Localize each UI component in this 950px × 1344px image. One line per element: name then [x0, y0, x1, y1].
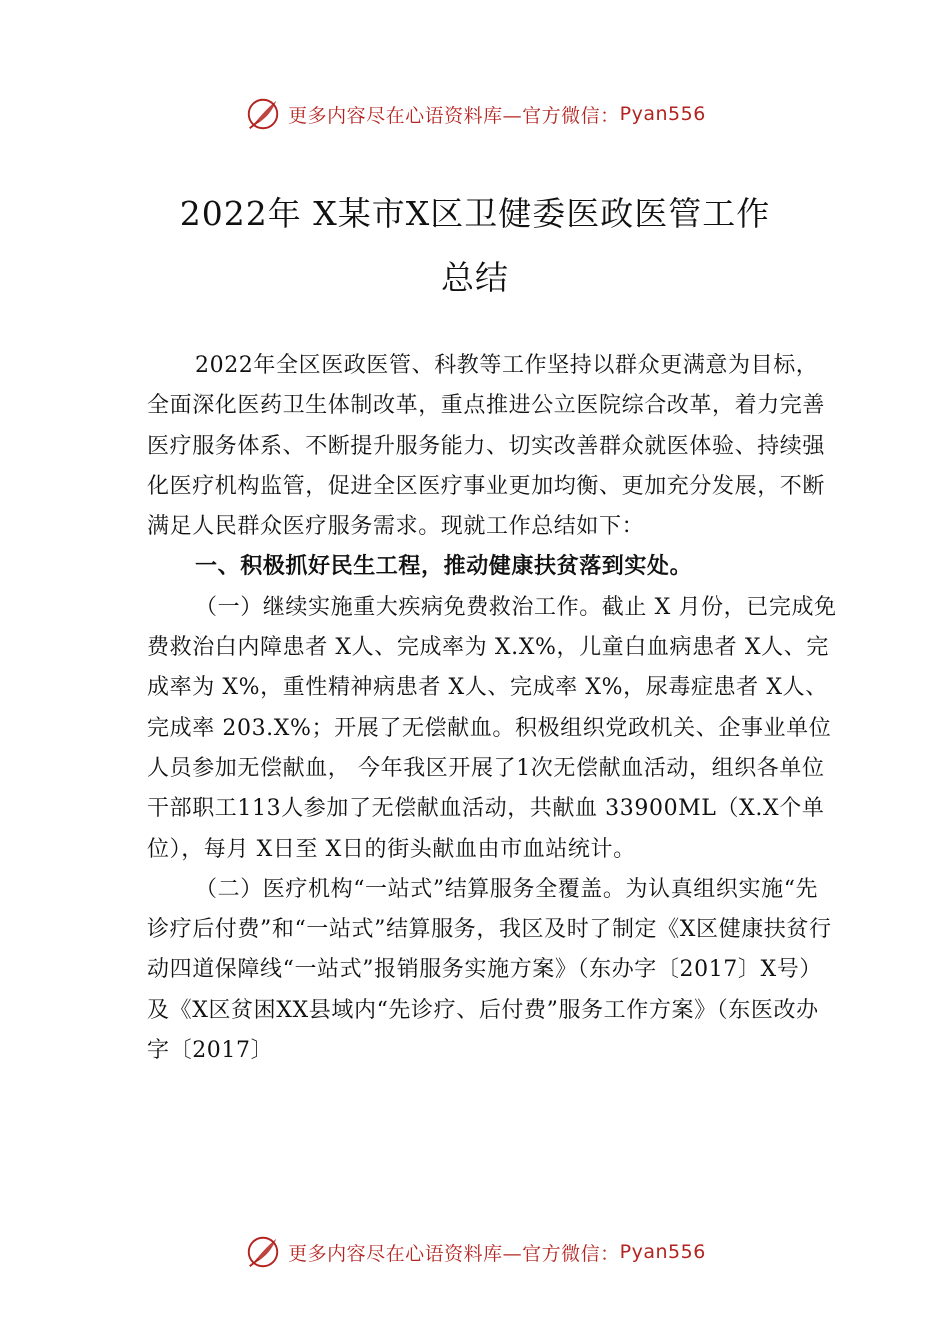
section-heading: 一、积极抓好民生工程，推动健康扶贫落到实处。: [195, 554, 693, 580]
document-body: [147, 346, 837, 1071]
intro-paragraph: 2022年全区医政医管、科教等工作坚持以群众更满意为目标，全面深化医药卫生体制改革，重点推进公立医院综合改革，着力完善医疗服务体系、不断提升服务能力、切实改善群众就医体验、持续强化医疗机构监管，促进全区医疗事业更加均衡、更加充分发展，不断满足人民群众医疗服务需求。现就工作总结如下：: [147, 353, 826, 540]
document-title-line2: 总结: [441, 258, 509, 297]
watermark-text: 更多内容尽在心语资料库—官方微信：: [288, 1242, 620, 1265]
watermark-banner-bottom: [0, 1232, 950, 1272]
feather-circle-icon: [244, 95, 282, 133]
feather-circle-icon: [244, 1233, 282, 1271]
watermark-banner-top: [0, 94, 950, 134]
watermark-text: 更多内容尽在心语资料库—官方微信：: [288, 104, 620, 127]
document-title-line1: 2022年 X某市X区卫健委医政医管工作: [179, 194, 771, 233]
item-paragraph-2: （二）医疗机构“一站式”结算服务全覆盖。为认真组织实施“先诊疗后付费”和“一站式”结算服务，我区及时了制定《X区健康扶贫行动四道保障线“一站式”报销服务实施方案》（东办字〔2017〕X号）及《X区贫困XX县域内“先诊疗、后付费”服务工作方案》（东医改办字〔2017〕: [147, 876, 832, 1064]
wechat-id: Pyan556: [619, 1241, 706, 1263]
wechat-id: Pyan556: [619, 103, 706, 125]
item-paragraph-1: （一）继续实施重大疾病免费救治工作。截止 X 月份，已完成免费救治白内障患者 X人、完成率为 X.X%，儿童白血病患者 X人、完成率为 X%，重性精神病患者 X人、完成率 X%，尿毒症患者 X人、完成率 203.X%；开展了无偿献血。积极组织党政机关、企事业单位人员参加无偿献血， 今年我区开展了1次无偿献血活动，组织各单位干部职工113人参加了无偿献血活动，共献血 33900ML（X.X个单位），每月 X日至 X日的街头献血由市血站统计。: [147, 594, 837, 862]
